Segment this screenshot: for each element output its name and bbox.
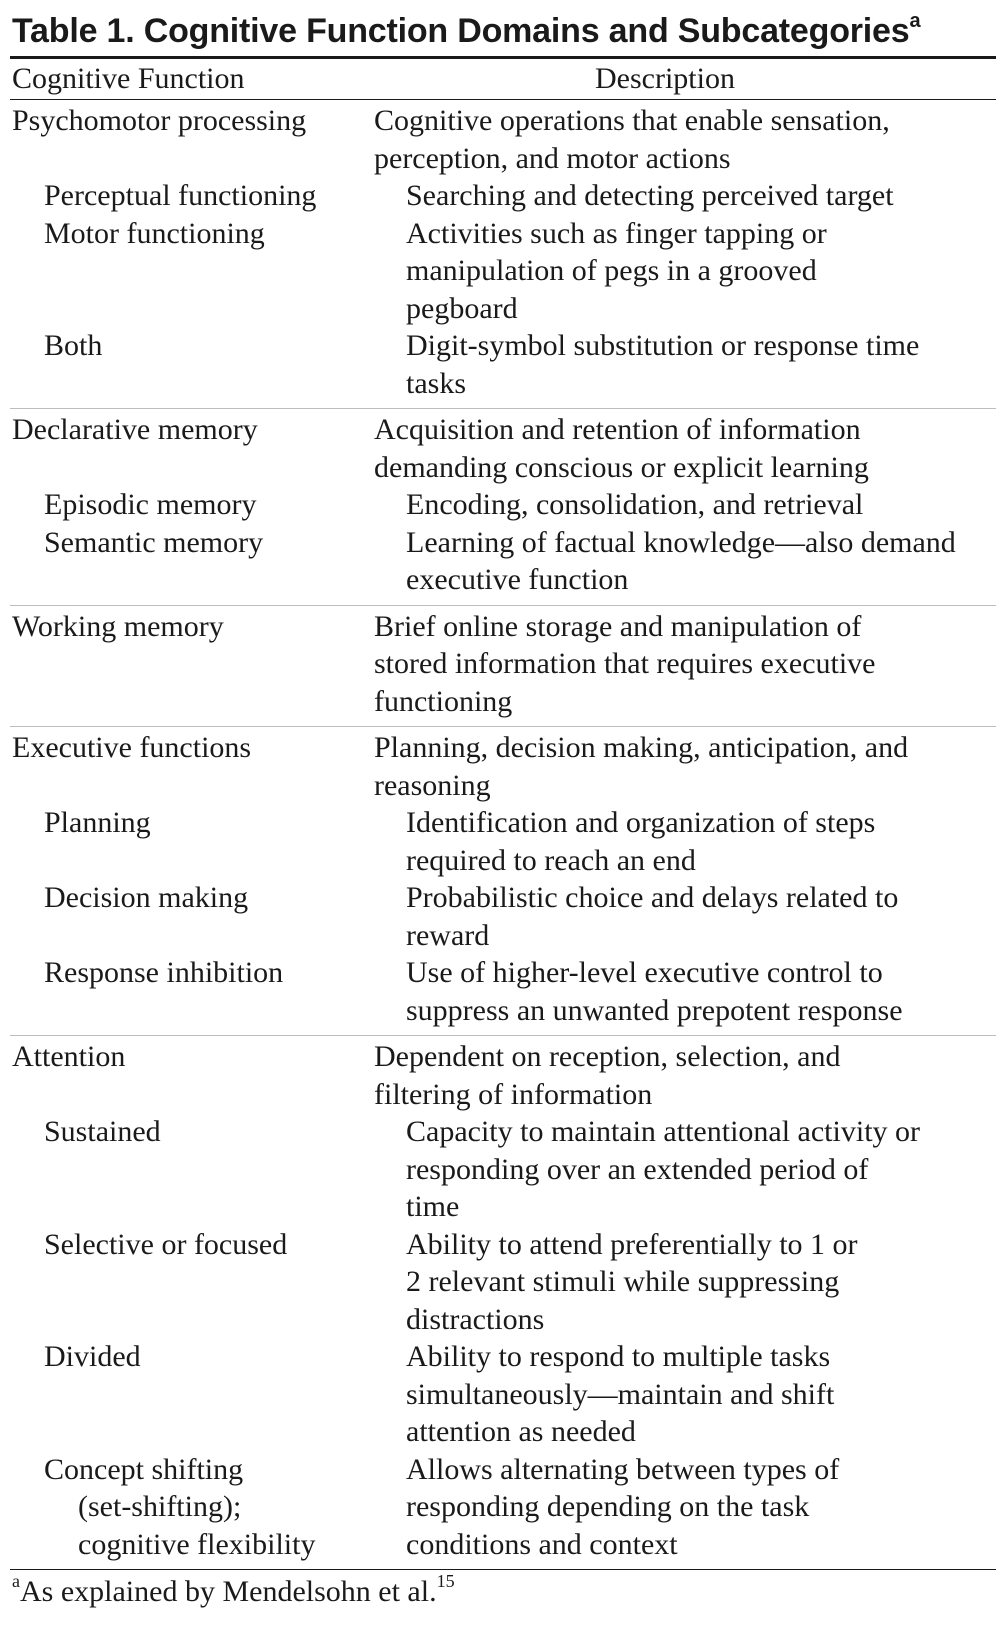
description-cell — [374, 608, 996, 721]
description-text-line: reward — [406, 918, 490, 952]
table-row — [10, 729, 996, 804]
description-text-line: attention as needed — [406, 1415, 636, 1448]
function-text-line: Selective or focused — [44, 1227, 288, 1261]
description-cell — [374, 1038, 996, 1113]
description-text-line: 2 relevant stimuli while suppressing — [406, 1265, 840, 1298]
table-row — [10, 102, 996, 177]
function-text-line: Psychomotor processing — [12, 104, 307, 137]
header-cognitive-function: Cognitive Function — [12, 62, 245, 95]
table-row — [10, 608, 996, 721]
function-text-line: Semantic memory — [44, 525, 264, 559]
description-text-line: Acquisition and retention of information — [374, 413, 861, 446]
domain-name-cell — [10, 608, 374, 721]
table-row — [10, 1451, 996, 1564]
description-text-line: demanding conscious or explicit learning — [374, 450, 869, 484]
table-row — [10, 879, 996, 954]
function-text-line: Working memory — [12, 609, 224, 643]
description-cell — [374, 729, 996, 804]
subcategory-name-cell — [10, 954, 406, 1029]
footnote-reference: 15 — [436, 1571, 455, 1591]
description-text-line: responding over an extended period of — [406, 1152, 869, 1186]
subcategory-name-cell — [10, 1338, 406, 1451]
description-text-line: tasks — [406, 366, 466, 400]
table-group — [10, 100, 996, 408]
table-title — [10, 6, 996, 56]
function-text-line: (set-shifting); — [78, 1490, 242, 1523]
description-cell — [374, 411, 996, 486]
description-text-line: Identification and organization of steps — [406, 806, 876, 839]
table-group — [10, 727, 996, 1035]
footnote-text: As explained by Mendelsohn et al. — [20, 1575, 437, 1608]
subcategory-name-cell — [10, 1113, 406, 1226]
subcategory-name-cell — [10, 177, 406, 215]
description-cell — [406, 1113, 996, 1226]
function-text-line: Divided — [44, 1340, 141, 1373]
description-cell — [406, 1338, 996, 1451]
subcategory-name-cell — [10, 879, 406, 954]
description-text-line: required to reach an end — [406, 843, 696, 877]
description-cell — [406, 804, 996, 879]
table-row — [10, 486, 996, 524]
table-row — [10, 327, 996, 402]
description-text-line: stored information that requires executive — [374, 647, 876, 680]
description-text-line: conditions and context — [406, 1527, 678, 1561]
description-text-line: Probabilistic choice and delays related to — [406, 881, 899, 914]
description-cell — [406, 327, 996, 402]
function-text-line: Sustained — [44, 1115, 161, 1148]
table-row — [10, 411, 996, 486]
description-text-line: time — [406, 1190, 460, 1223]
description-text-line: Brief online storage and manipulation of — [374, 609, 862, 643]
table-row — [10, 215, 996, 328]
table-footnote — [10, 1570, 996, 1614]
table-body — [10, 100, 996, 1569]
table-row — [10, 1113, 996, 1226]
table-row — [10, 1226, 996, 1339]
table-container — [10, 6, 996, 1614]
description-text-line: Digit-symbol substitution or response time — [406, 329, 920, 362]
description-text-line: manipulation of pegs in a grooved — [406, 254, 817, 287]
table-row — [10, 954, 996, 1029]
function-text-line: Decision making — [44, 881, 249, 914]
description-text-line: functioning — [374, 684, 513, 718]
description-cell — [406, 1226, 996, 1339]
table-title-text: Table 1. Cognitive Function Domains and Subcategories — [12, 12, 910, 50]
description-text-line: Encoding, consolidation, and retrieval — [406, 488, 864, 521]
function-text-line: Planning — [44, 806, 151, 839]
function-text-line: Declarative memory — [12, 413, 258, 446]
description-text-line: responding depending on the task — [406, 1490, 810, 1523]
description-cell — [374, 102, 996, 177]
table-row — [10, 804, 996, 879]
description-text-line: Cognitive operations that enable sensation, — [374, 104, 890, 137]
description-text-line: perception, and motor actions — [374, 141, 731, 175]
subcategory-name-cell — [10, 215, 406, 328]
subcategory-name-cell — [10, 1226, 406, 1339]
description-text-line: Activities such as finger tapping or — [406, 216, 827, 250]
table-group — [10, 1036, 996, 1569]
description-text-line: distractions — [406, 1302, 545, 1336]
description-cell — [406, 879, 996, 954]
description-cell — [406, 177, 996, 215]
table-group — [10, 409, 996, 605]
description-text-line: suppress an unwanted prepotent response — [406, 993, 903, 1027]
subcategory-name-cell — [10, 486, 406, 524]
description-text-line: Allows alternating between types of — [406, 1452, 840, 1486]
function-text-line: Both — [44, 329, 103, 362]
title-footnote-marker: a — [909, 10, 921, 32]
subcategory-name-cell — [10, 804, 406, 879]
description-text-line: Ability to respond to multiple tasks — [406, 1340, 831, 1373]
function-text-line: Attention — [12, 1040, 126, 1073]
table-row — [10, 524, 996, 599]
description-text-line: reasoning — [374, 768, 491, 802]
domain-name-cell — [10, 1038, 374, 1113]
description-text-line: Use of higher-level executive control to — [406, 956, 883, 989]
table-row — [10, 177, 996, 215]
description-text-line: Dependent on reception, selection, and — [374, 1040, 841, 1073]
domain-name-cell — [10, 102, 374, 177]
description-text-line: simultaneously—maintain and shift — [406, 1377, 835, 1411]
description-cell — [406, 1451, 996, 1564]
footnote-marker: a — [12, 1571, 20, 1591]
description-text-line: executive function — [406, 563, 629, 596]
description-cell — [406, 215, 996, 328]
description-text-line: Ability to attend preferentially to 1 or — [406, 1227, 858, 1261]
table-row — [10, 1038, 996, 1113]
domain-name-cell — [10, 729, 374, 804]
header-description: Description — [595, 62, 735, 95]
description-text-line: filtering of information — [374, 1077, 653, 1111]
function-text-line: Response inhibition — [44, 956, 284, 989]
description-cell — [406, 486, 996, 524]
subcategory-name-cell — [10, 327, 406, 402]
subcategory-name-cell — [10, 524, 406, 599]
subcategory-name-cell — [10, 1451, 406, 1564]
function-text-line: cognitive flexibility — [78, 1527, 316, 1561]
description-text-line: Learning of factual knowledge—also demand — [406, 525, 956, 559]
function-text-line: Executive functions — [12, 731, 252, 764]
function-text-line: Perceptual functioning — [44, 179, 317, 212]
description-text-line: Capacity to maintain attentional activity or — [406, 1115, 921, 1148]
table-row — [10, 1338, 996, 1451]
function-text-line: Motor functioning — [44, 216, 265, 250]
description-text-line: Searching and detecting perceived target — [406, 179, 894, 212]
domain-name-cell — [10, 411, 374, 486]
description-cell — [406, 524, 996, 599]
description-text-line: Planning, decision making, anticipation, and — [374, 731, 909, 764]
table-header-row — [10, 59, 996, 99]
table-group — [10, 606, 996, 727]
description-cell — [406, 954, 996, 1029]
function-text-line: Episodic memory — [44, 488, 257, 521]
function-text-line: Concept shifting — [44, 1452, 244, 1486]
description-text-line: pegboard — [406, 291, 518, 325]
